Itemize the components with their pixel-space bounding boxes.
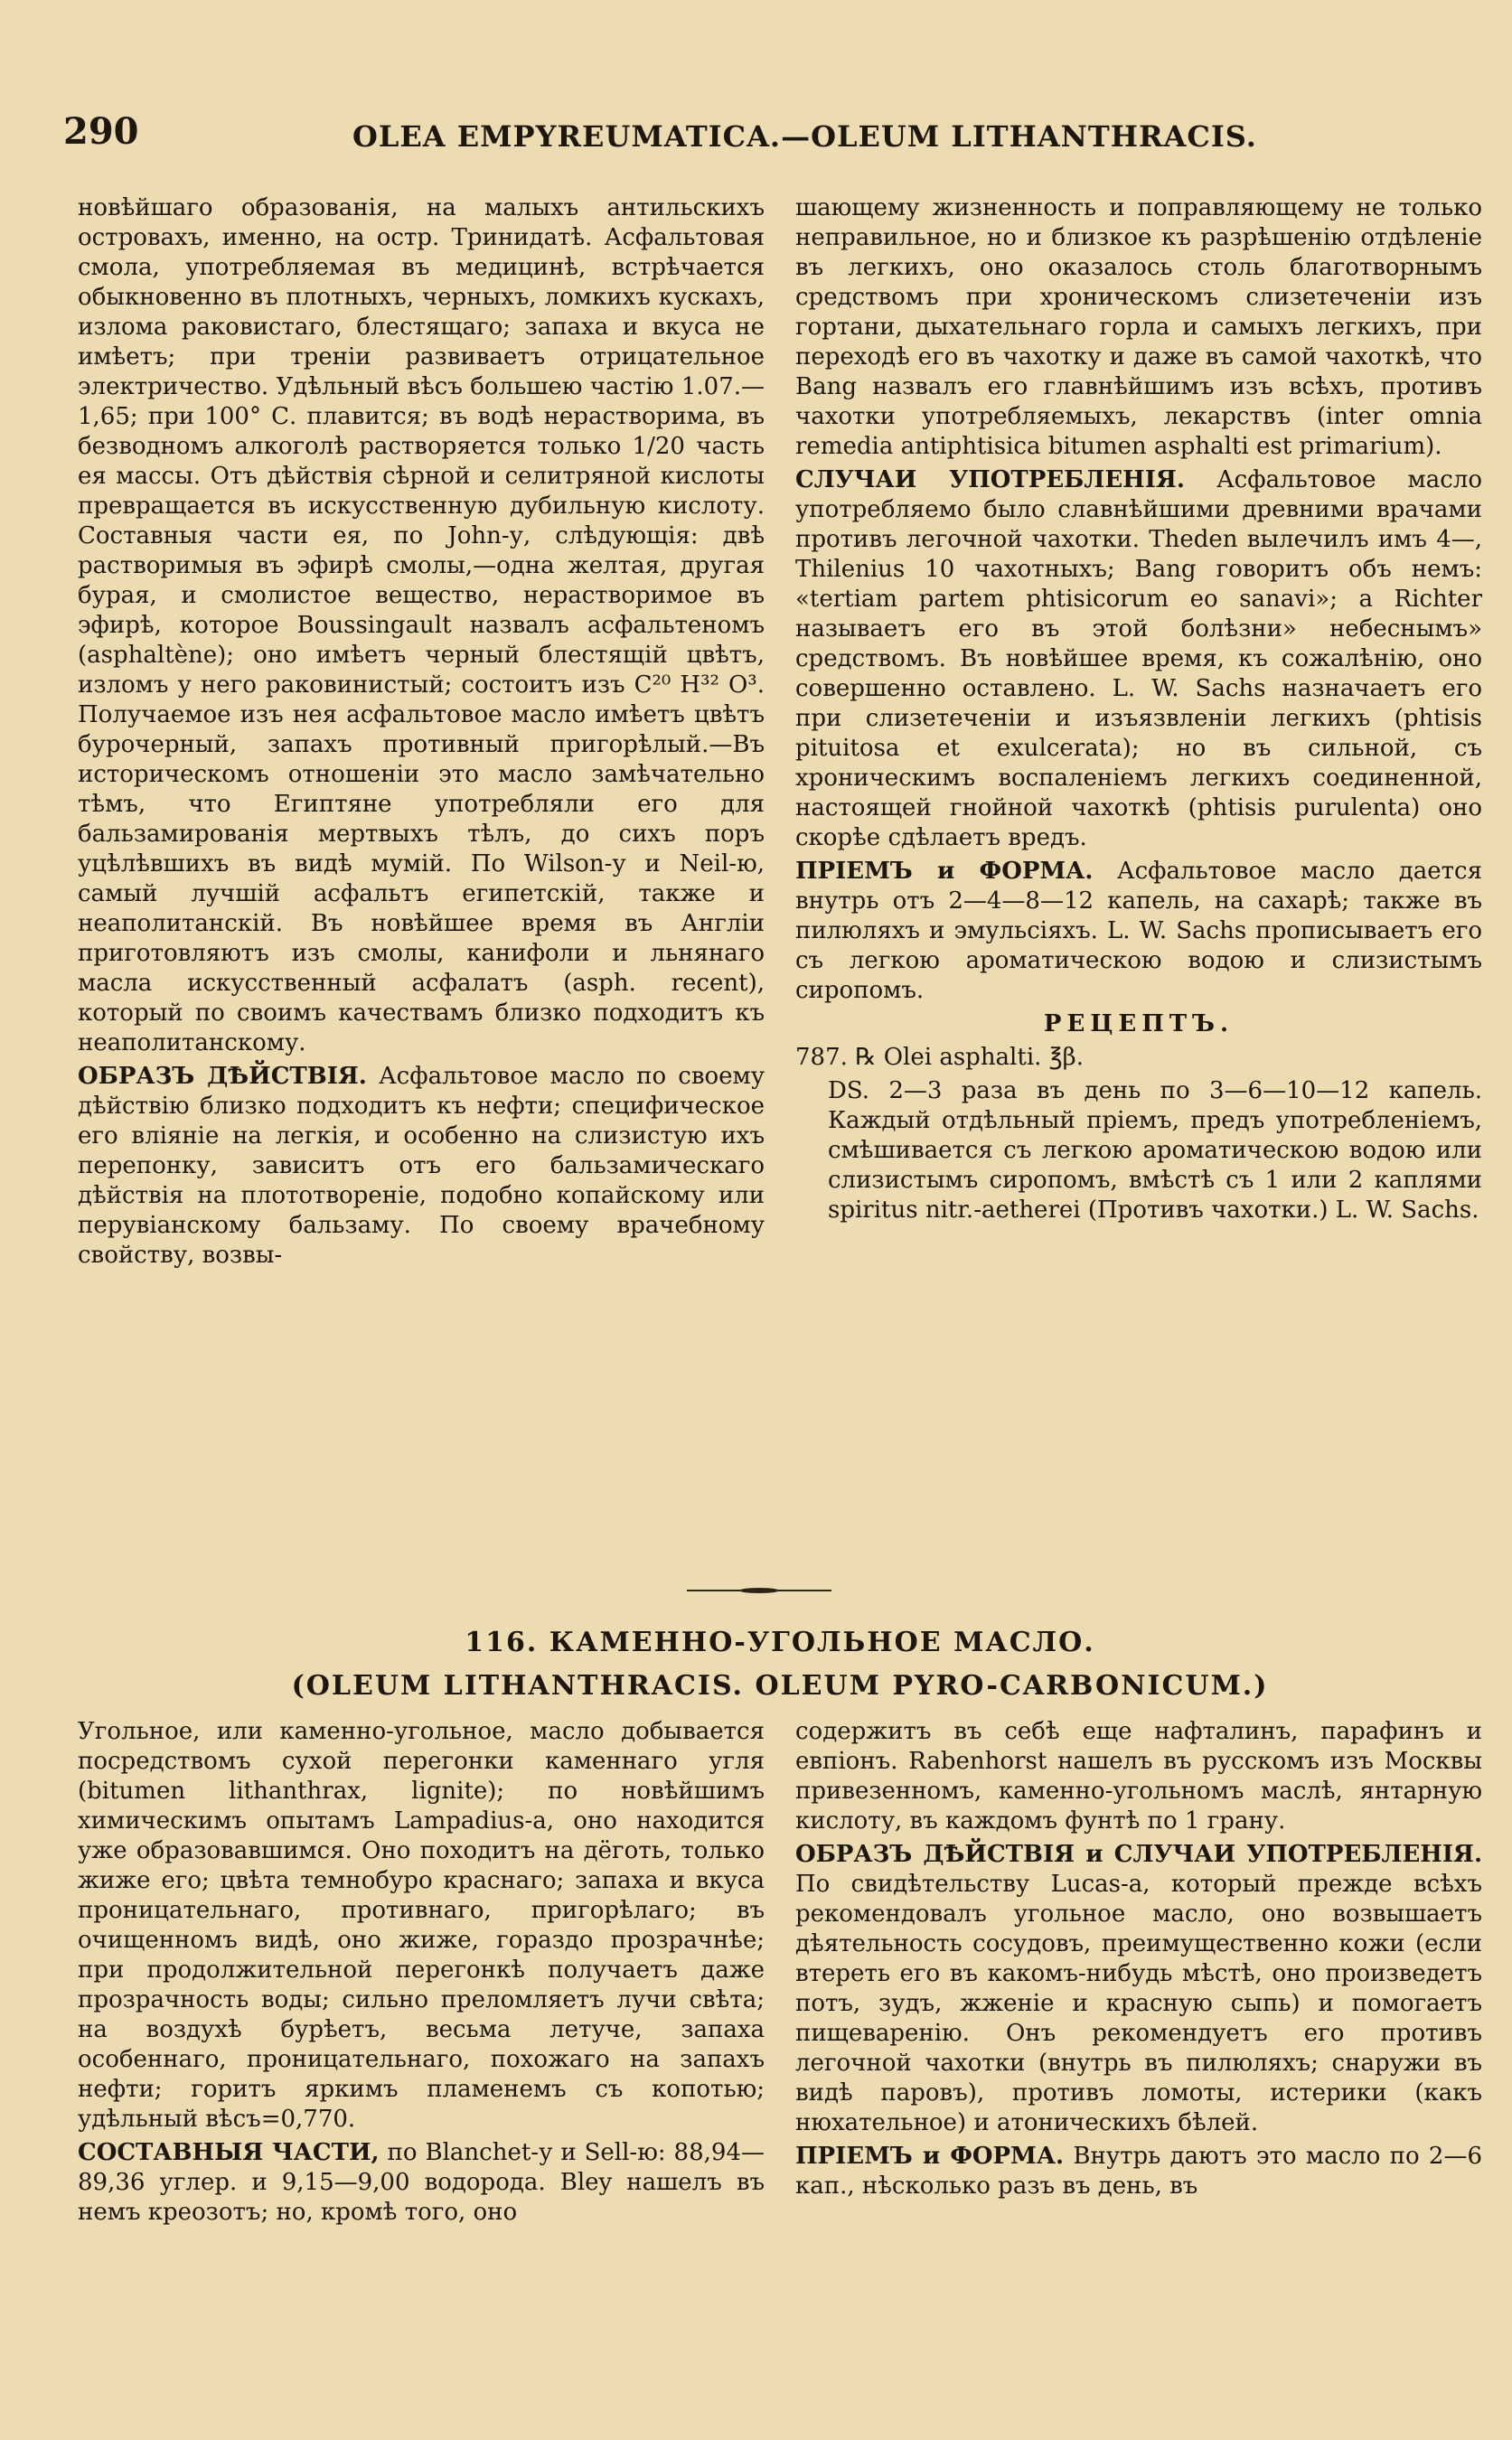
- coal-dose-text: Внутрь даютъ это масло по 2—6 кап., нѣсколько разъ въ день, въ: [795, 2143, 1483, 2200]
- top-right-column: [795, 193, 1482, 1225]
- asphalt-description-paragraph: новѣйшаго образованія, на малыхъ антильскихъ островахъ, именно, на остр. Тринидатѣ. Асфальтовая смола, употребляемая въ медицинѣ, встрѣчается обыкновенно въ плотныхъ, черныхъ, ломкихъ кускахъ, излома раковистаго, блестящаго; запаха и вкуса не имѣетъ; при треніи развиваетъ отрицательное электричество. Удѣльный вѣсъ большею частію 1.07.—1,65; при 100° С. плавится; въ водѣ нерастворима, въ безводномъ алкоголѣ растворяется только 1/20 часть ея массы. Отъ дѣйствія сѣрной и селитряной кислоты превращается въ искусственную дубильную кислоту. Составныя части ея, по John-у, слѣдующія: двѣ растворимыя въ эфирѣ смолы,—одна желтая, другая бурая, и смолистое вещество, нерастворимое въ эфирѣ, которое Boussingault назвалъ асфальтеномъ (asphaltène); оно имѣетъ черный блестящій цвѣтъ, изломъ у него раковинистый; состоитъ изъ C²⁰ H³² O³. Получаемое изъ нея асфальтовое масло имѣетъ цвѣтъ бурочерный, запахъ противный пригорѣлый.—Въ историческомъ отношеніи это масло замѣчательно тѣмъ, что Египтяне употребляли его для бальзамированія мертвыхъ тѣлъ, до сихъ поръ уцѣлѣвшихъ въ видѣ мумій. По Wilson-у и Neil-ю, самый лучшій асфальтъ египетскій, также и неаполитанскій. Въ новѣйшее время въ Англіи приготовляютъ изъ смолы, канифоли и льнянаго масла искусственный асфалатъ (asph. recent), который по своимъ качествамъ близко подходитъ къ неаполитанскому.: [78, 194, 765, 1056]
- action-text: Асфальтовое масло по своему дѣйствію близко подходитъ къ нефти; специфическое его вліяніе на легкія, и особенно на слизистую ихъ перепонку, зависитъ отъ его бальзамическаго дѣйствія на плототвореніе, подобно копайскому или перувіанскому бальзаму. По своему врачебному свойству, возвы-: [78, 1063, 765, 1269]
- coal-action-heading: ОБРАЗЪ ДѢЙСТВІЯ и СЛУЧАИ УПОТРЕБЛЕНІЯ.: [795, 1841, 1482, 1868]
- section-subtitle: (OLEUM LITHANTHRACIS. OLEUM PYRO-CARBONICUM.): [291, 1670, 1269, 1702]
- usage-paragraph: [795, 465, 1482, 853]
- page-header: [63, 110, 1310, 166]
- coal-action-text: По свидѣтельству Lucas-а, который прежде всѣхъ рекомендовалъ угольное масло, оно возвышаетъ дѣятельность сосудовъ, преимущественно кожи (если втереть его въ какомъ-нибудь мѣстѣ, оно произведетъ потъ, зудъ, жженіе и красную сыпь) и помогаетъ пищеваренію. Онъ рекомендуетъ его противъ легочной чахотки (внутрь въ пилюляхъ; снаружи въ видѣ паровъ), противъ ломоты, истерики (какъ нюхательное) и атоническихъ бѣлей.: [795, 1871, 1482, 2136]
- coal-action-paragraph: [795, 1840, 1482, 2138]
- recipe-text: DS. 2—3 раза въ день по 3—6—10—12 капель. Каждый отдѣльный пріемъ, предъ употребленіемъ, смѣшивается съ легкою ароматическою водою или слизистымъ сиропомъ, вмѣстѣ съ 1 или 2 каплями spiritus nitr.-aetherei (Противъ чахотки.) L. W. Sachs.: [828, 1077, 1482, 1224]
- page-number: 290: [63, 110, 139, 153]
- recipe-line: 787. ℞ Olei asphalti. ℥β.: [795, 1044, 1084, 1071]
- recipe-heading: РЕЦЕПТЪ.: [1043, 1010, 1235, 1037]
- composition-text: по Blanchet-у и Sell-ю: 88,94—89,36 углер. и 9,15—9,00 водорода. Bley нашелъ въ немъ креозотъ; но, кромѣ того, оно: [78, 2139, 765, 2226]
- composition-paragraph: [78, 2138, 765, 2228]
- action-paragraph: [78, 1062, 765, 1271]
- usage-text: Асфальтовое масло употребляемо было славнѣйшими древними врачами противъ легочной чахотки. Theden вылечилъ имъ 4—, Thilenius 10 чахотныхъ; Bang говоритъ объ немъ: «tertiam partem phtisicorum eo sanavi»; а Richter называетъ его въ этой болѣзни» небеснымъ» средствомъ. Въ новѣйшее время, къ сожалѣнію, оно совершенно оставлено. L. W. Sachs назначаетъ его при слизетеченіи и изъязвленіи легкихъ (phtisis pituitosa et exulcerata); но въ сильной, съ хроническимъ воспаленіемъ легкихъ соединенной, настоящей гнойной чахоткѣ (phtisis purulenta) оно скорѣе сдѣлаетъ вредъ.: [795, 466, 1482, 851]
- top-left-column: [78, 193, 765, 1271]
- dose-paragraph: [795, 857, 1482, 1006]
- usage-heading: СЛУЧАИ УПОТРЕБЛЕНІЯ.: [795, 466, 1185, 493]
- section-title: 116. КАМЕННО-УГОЛЬНОЕ МАСЛО.: [465, 1627, 1095, 1658]
- ornamental-divider: [687, 1588, 831, 1593]
- running-title: OLEA EMPYREUMATICA.—OLEUM LITHANTHRACIS.: [352, 119, 1257, 154]
- dose-heading: ПРІЕМЪ и ФОРМА.: [795, 858, 1094, 885]
- coal-oil-description: Угольное, или каменно-угольное, масло добывается посредствомъ сухой перегонки каменнаго угля (bitumen lithanthrax, lignite); по новѣйшимъ химическимъ опытамъ Lampadius-а, оно находится уже образовавшимся. Оно походитъ на дёготь, только жиже его; цвѣта темнобуро краснаго; запаха и вкуса проницательнаго, противнаго, пригорѣлаго; въ очищенномъ видѣ, оно жиже, гораздо прозрачнѣе; при продолжительной перегонкѣ получаетъ даже прозрачность воды; сильно преломляетъ лучи свѣта; на воздухѣ бурѣетъ, весьма летуче, запаха особеннаго, проницательнаго, похожаго на запахъ нефти; горитъ яркимъ пламенемъ съ копотью; удѣльный вѣсъ=0,770.: [78, 1718, 765, 2133]
- action-heading: ОБРАЗЪ ДѢЙСТВІЯ.: [78, 1063, 367, 1090]
- coal-dose-heading: ПРІЕМЪ и ФОРМА.: [795, 2143, 1065, 2170]
- bottom-right-column: [795, 1717, 1482, 2201]
- bottom-left-column: [78, 1717, 765, 2228]
- continuation-paragraph: шающему жизненность и поправляющему не только неправильное, но и близкое къ разрѣшенію отдѣленіе въ легкихъ, оно оказалось столь благотворнымъ средствомъ при хроническомъ слизетеченіи изъ гортани, дыхательнаго горла и самыхъ легкихъ, при переходѣ его въ чахотку и даже въ самой чахоткѣ, что Bang назвалъ его главнѣйшимъ изъ всѣхъ, противъ чахотки употребляемыхъ, лекарствъ (inter omnia remedia antiphtisica bitumen asphalti est primarium).: [795, 194, 1482, 460]
- coal-dose-paragraph: [795, 2142, 1482, 2201]
- dose-text: Асфальтовое масло дается внутрь отъ 2—4—8—12 капель, на сахарѣ; также въ пилюляхъ и эмульсіяхъ. L. W. Sachs прописываетъ его съ легкою ароматическою водою и слизистымъ сиропомъ.: [795, 858, 1482, 1004]
- coal-oil-continuation: содержитъ въ себѣ еще нафталинъ, парафинъ и евпіонъ. Rabenhorst нашелъ въ русскомъ изъ Москвы привезенномъ, каменно-угольномъ маслѣ, янтарную кислоту, въ каждомъ фунтѣ по 1 грану.: [795, 1718, 1482, 1835]
- composition-heading: СОСТАВНЫЯ ЧАСТИ,: [78, 2139, 380, 2166]
